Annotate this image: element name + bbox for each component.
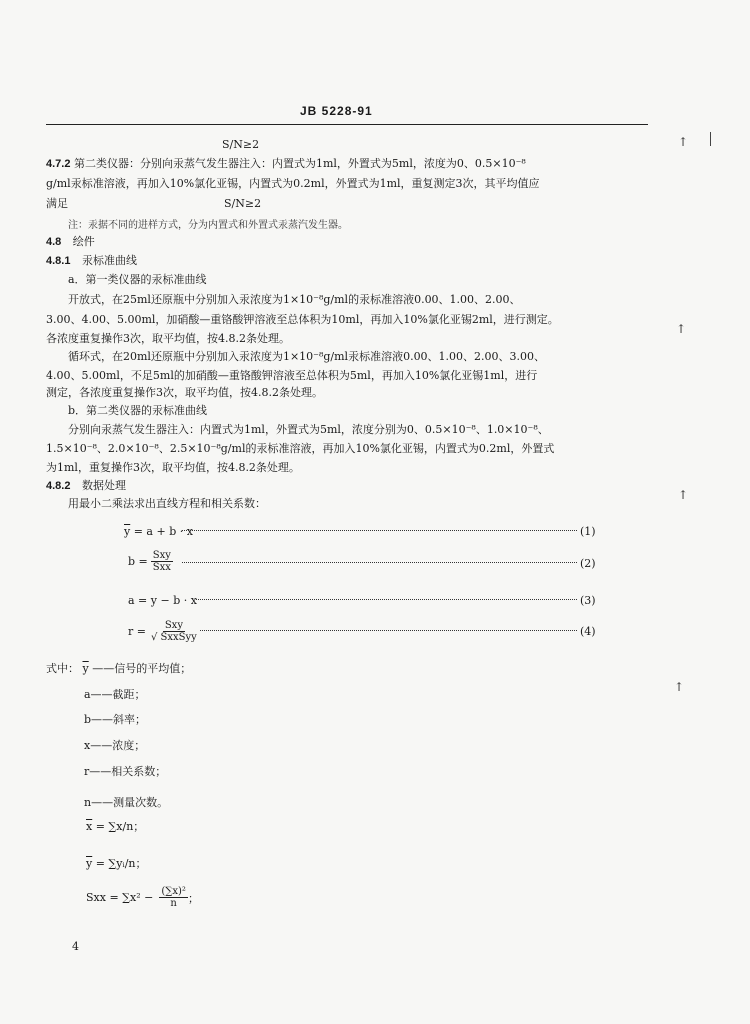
- section-number: 4.8.2: [46, 480, 71, 492]
- definition-r: r——相关系数；: [84, 765, 167, 778]
- margin-mark-icon: ↑: [676, 322, 687, 336]
- fraction: [159, 886, 188, 909]
- equation-1-tag: (1): [580, 525, 596, 538]
- numerator: Sxy: [152, 550, 171, 561]
- paragraph-line: 1.5×10⁻⁸、2.0×10⁻⁸、2.5×10⁻⁸g/ml的汞标准溶液，再加入10%氯化亚锡，内置式为0.2ml，外置式: [46, 442, 555, 455]
- formula-end: ；: [187, 891, 199, 905]
- definition-a: a——截距；: [84, 688, 146, 701]
- section-4-8-1: [46, 254, 137, 268]
- paragraph-line: 3.00、4.00、5.00ml，加硝酸—重铬酸钾溶液至总体积为10ml，再加入10%氯化亚锡2ml，进行测定。: [46, 313, 559, 326]
- x-bar-symbol: $\overline{x}$: [86, 820, 93, 833]
- paragraph-line: 循环式，在20ml还原瓶中分别加入汞浓度为1×10⁻⁸g/ml汞标准溶液0.00、1.00、2.00、3.00、: [68, 350, 546, 363]
- sn-condition-1: S/N≥2: [222, 138, 260, 151]
- section-4-8: [46, 235, 95, 249]
- fraction: [149, 620, 199, 643]
- paragraph-line: 为1ml，重复操作3次，取平均值，按4.8.2条处理。: [46, 461, 300, 474]
- formula-sxx: [86, 886, 199, 909]
- formula-body: = ∑x/n；: [92, 820, 145, 833]
- denominator: Sxx: [152, 562, 171, 573]
- definition-y: [46, 662, 191, 676]
- paragraph-line: 各浓度重复操作3次，取平均值，按4.8.2条处理。: [46, 332, 290, 345]
- equation-lhs: [124, 525, 193, 538]
- leader-dots: [200, 630, 577, 631]
- numerator: Sxy: [164, 620, 183, 631]
- equation-lhs: b =: [128, 555, 148, 568]
- header-rule: [46, 124, 648, 125]
- leader-dots: [196, 599, 577, 600]
- formula-body: = ∑yᵢ/n；: [92, 857, 147, 870]
- equation-3: a = y − b · x: [128, 594, 197, 607]
- subsection-b-title: b．第二类仪器的汞标准曲线: [68, 404, 208, 417]
- definition-n: n——测量次数。: [84, 796, 169, 809]
- sn-condition-2: S/N≥2: [224, 197, 262, 210]
- subsection-a-title: a．第一类仪器的汞标准曲线: [68, 273, 207, 286]
- y-bar-symbol: $\overline{y}$: [86, 857, 93, 870]
- definition-b: b——斜率；: [84, 713, 147, 726]
- note: 注：汞据不同的进样方式，分为内置式和外置式汞蒸汽发生器。: [68, 220, 348, 231]
- equation-4-tag: (4): [580, 625, 596, 638]
- margin-tick: [710, 132, 711, 146]
- paragraph-line: 满足: [46, 197, 68, 210]
- section-title: 数据处理: [81, 479, 126, 492]
- y-bar-symbol: $\overline{y}$: [124, 525, 131, 538]
- equation-3-tag: (3): [580, 594, 596, 607]
- section-number: 4.7.2: [46, 158, 71, 170]
- section-4-7-2: [46, 157, 526, 171]
- page-number: 4: [72, 940, 79, 953]
- y-bar-symbol: $\overline{y}$: [82, 662, 89, 675]
- formula-y-mean: [86, 857, 147, 871]
- leader-dots: [182, 530, 577, 531]
- paragraph-line: 4.00、5.00ml，不足5ml的加硝酸—重铬酸钾溶液至总体积为5ml，再加入10%氯化亚锡1ml，进行: [46, 369, 538, 382]
- equation-2: [128, 550, 173, 573]
- margin-mark-icon: ↑: [678, 488, 689, 502]
- equation-body: = a + b · x: [130, 525, 193, 538]
- numerator: (∑x)²: [161, 886, 186, 897]
- paragraph-line: 测定，各浓度重复操作3次，取平均值，按4.8.2条处理。: [46, 386, 323, 399]
- definition-text: ——信号的平均值；: [92, 662, 192, 675]
- definition-intro: 式中：: [46, 662, 79, 675]
- paragraph-line: g/ml汞标准溶液，再加入10%氯化亚锡，内置式为0.2ml，外置式为1ml，重复测定3次，其平均值应: [46, 177, 540, 190]
- denominator: √ SxxSyy: [150, 632, 197, 643]
- denominator: n: [170, 898, 177, 909]
- equation-1: [124, 525, 193, 538]
- paragraph-line: 用最小二乘法求出直线方程和相关系数：: [68, 497, 266, 510]
- paragraph-line: 分别向汞蒸气发生器注入：内置式为1ml，外置式为5ml，浓度分别为0、0.5×10⁻⁸、1.0×10⁻⁸、: [68, 423, 549, 436]
- equation-4: [128, 620, 199, 643]
- section-number: 4.8: [46, 236, 62, 248]
- paragraph-line: 第二类仪器：分别向汞蒸气发生器注入：内置式为1ml，外置式为5ml，浓度为0、0.5×10⁻⁸: [73, 157, 526, 170]
- formula-lhs: Sxx = ∑x² −: [86, 891, 154, 904]
- equation-lhs: r =: [128, 625, 146, 638]
- formula-x-mean: [86, 820, 144, 834]
- equation-2-tag: (2): [580, 557, 596, 570]
- section-title: 绘件: [72, 235, 95, 248]
- section-title: 汞标准曲线: [81, 254, 137, 267]
- fraction: [151, 550, 173, 573]
- section-4-8-2: [46, 479, 126, 493]
- definition-x: x——浓度；: [84, 739, 146, 752]
- paragraph-line: 开放式，在25ml还原瓶中分别加入汞浓度为1×10⁻⁸g/ml的汞标准溶液0.00、1.00、2.00、: [68, 293, 521, 306]
- margin-mark-icon: ↑: [674, 680, 685, 694]
- section-number: 4.8.1: [46, 255, 71, 267]
- margin-mark-icon: ↑: [678, 135, 689, 149]
- leader-dots: [182, 562, 577, 563]
- document-header: JB 5228-91: [300, 104, 373, 118]
